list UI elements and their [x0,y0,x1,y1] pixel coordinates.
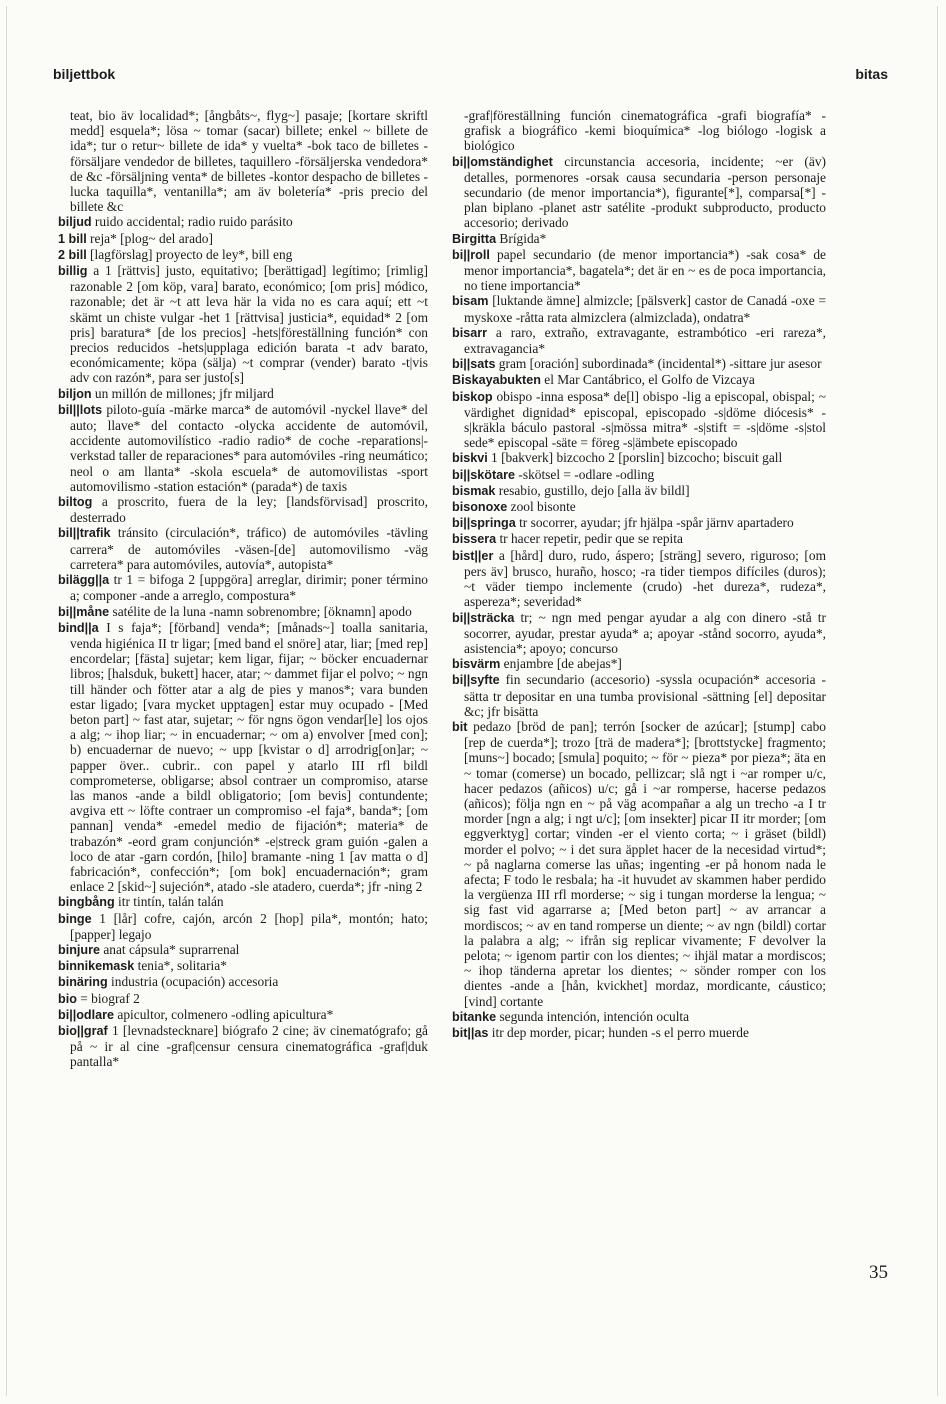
dictionary-entry: bio||graf 1 [levnadstecknare] biógrafo 2 cine; äv cinematógrafo; gå på ~ ir al cine -graf|censur censura cinematográfica -graf|duk pantalla* [58,1022,428,1070]
dictionary-entry: binjure anat cápsula* suprarrenal [58,941,240,957]
dictionary-entry: bil||lots piloto-guía -märke marca* de automóvil -nyckel llave* del auto; llave* del contacto -olycka accidente de automóvil, accidente automovilístico -radio radio* de coche -reparations|-verkstad taller de reparaciones* para automóviles -ring neumático; neol o am llanta* -skola escuela* de automovilistas -sport automovilismo -station estación* (parada*) de taxis [58,401,428,494]
dictionary-entry: bisarr a raro, extraño, extravagante, estrambótico -eri rareza*, extravagancia* [452,324,826,357]
dictionary-entry: biskvi 1 [bakverk] bizcocho 2 [porslin] bizcocho; biscuit gall [452,450,783,466]
dictionary-entry: 2 bill [lagförslag] proyecto de ley*, bill eng [58,246,293,262]
dictionary-entry: bitanke segunda intención, intención oculta [452,1008,690,1024]
dictionary-entry: bi||omständighet circunstancia accesoria, incidente; ~er (äv) detalles, pormenores -orsak causa secundaria -person personaje secundario (de menor importancia*), figurante[*], comparsa[*] -plan biplano -planet astr satélite -produkt subproducto, producto accesorio; derivado [452,153,826,231]
dictionary-entry: bind||a I s faja*; [förband] venda*; [månads~] toalla sanitaria, venda higiénica II tr ligar; [med band el snöre] atar, liar; [med rep] encordelar; [fästa] sujetar; kem ligar, fijar; ~ böcker encuadernar libros; [halsduk, bukett] hacer, atar; ~ dammet fijar el polvo; ~ ngn till händer och fötter atar a alg de pies y manos*; vara bunden estar ligado; [vara mycket upptagen] estar muy ocupado - [Med beton part] ~ fast atar, sujetar; ~ för ngns ögon vendar[le] los ojos a alg; ~ ihop liar; ~ in encuadernar; ~ om a) envolver [med con]; b) encuadernar de nuevo; ~ upp [kvistar o d] arrodrig[on]ar; ~ papper över.. cubrir.. con papel y atarlo III rfl bildl comprometerse, obligarse; absol contraer un compromiso, atarse las manos -ande a bildl obligatorio; [om bevis] contundente; avgiva ett ~ löfte contraer un compromiso -el faja*, banda*; [om pannan] venda* -emedel medio de fijación*; materia* de trabazón* -eord gram conjunción* -e|streck gram guión -galen a loco de atar -garn cordón, [hilo] bramante -ning 1 [av matta o d] fabricación*, confección*; [om bok] encuadernación*; gram enlace 2 [skid~] sujeción*, atado -sle atadero, cuerda*; jfr -ning 2 [58,619,428,895]
dictionary-entry: bio = biograf 2 [58,990,140,1006]
dictionary-entry: bi||syfte fin secundario (accesorio) -syssla ocupación* accesoria -sätta tr depositar en una tumba provisional -sättning [el] depositar &c; jfr bisätta [452,672,826,719]
dictionary-entry: bismak resabio, gustillo, dejo [alla äv bildl] [452,482,690,498]
dictionary-entry: bi||roll papel secundario (de menor importancia*) -sak cosa* de menor importancia*, bagatela*; det är en ~ es de poca importancia, no tiene importancia* [452,246,826,294]
dictionary-entry: billig a 1 [rättvis] justo, equitativo; [berättigad] legítimo; [rimlig] razonable 2 [om köp, vara] barato, económico; [om pris] módico, razonable; det är ~t att leva här la vida no es cara aquí; ett ~t skämt un chiste vulgar -het 1 [rättvisa] justicia*, equidad* 2 [om pris] baratura* [de los precios] -hets|föreställning función* con precios reducidos -hets|upplaga edición barata -t adv barato, económicamente; köpa (sälja) ~t comprar (vender) barato -t|vis adv con razón*, para ser justo[s] [58,263,428,386]
dictionary-entry: bisvärm enjambre [de abejas*] [452,656,622,672]
dictionary-entry: bilägg||a tr 1 = bifoga 2 [uppgöra] arreglar, dirimir; poner término a; componer -ande a arreglo, compostura* [58,572,428,604]
dictionary-entry: bit||as itr dep morder, picar; hunden -s el perro muerde [452,1024,749,1040]
dictionary-entry: Biskayabukten el Mar Cantábrico, el Golfo de Vizcaya [452,372,755,388]
dictionary-entry: binnikemask tenia*, solitaria* [58,958,227,974]
dictionary-entry: bil||trafik tránsito (circulación*, tráfico) de automóviles -tävling carrera* de automóviles -väsen-[de] automovilismo -väg carretera* para automóviles, autovía*, autopista* [58,525,428,572]
dictionary-entry: bisam [luktande ämne] almizcle; [pälsverk] castor de Canadá -oxe = myskoxe -råtta rata almizclera (almizclada), ondatra* [452,293,826,325]
dictionary-entry: binäring industria (ocupación) accesoria [58,974,279,990]
dictionary-column-right [452,108,826,1041]
dictionary-entry: bit pedazo [bröd de pan]; terrón [socker de azúcar]; [stump] cabo [rep de cuerda*]; trozo [trä de madera*]; [brottstycke] fragmento; [muns~] bocado; [smula] poquito; ~ för ~ pieza* por pieza*; äta en ~ tomar (comerse) un bocado, pellizcar; slå ngt i ~ar romper u/c, hacer pedazos (añicos) u/c; gå i ~ar romperse, hacerse pedazos (añicos); följa ngn en ~ på väg acompañar a alg un trecho -a I tr morder [ngn a alg; i ngt u/c]; [om insekter] picar II itr morder; [om eggverktyg] cortar; vinden -er el viento corta; ~ i gräset (bildl) morder el polvo; ~ i det sura äpplet hacer de la necesidad virtud*; ~ på naglarna comerse las uñas; ingenting -er på honom nada le afecta; F todo le resbala; ha -it huvudet av skammen haber perdido la vergüenza III rfl morderse; ~ sig i tungan morderse la lengua; ~ sig fast vid agarrarse a; [Med beton part] ~ av arrancar a mordiscos; ~ av en tand romperse un diente; ~ av ngn (bildl) cortar la palabra a alg; ~ ifrån sig replicar vivamente; F devolver la pelota; ~ igenom partir con los dientes; ~ ihjäl matar a mordiscos; ~ ihop tänderna apretar los dientes; ~ sönder romper con los dientes -ande a [hån, kvickhet] mordaz, mordicante, cáustico; [vind] cortante [452,718,826,1009]
dictionary-entry: biljud ruido accidental; radio ruido parásito [58,214,293,230]
dictionary-entry: bi||odlare apicultor, colmenero -odling apicultura* [58,1006,334,1022]
dictionary-entry: bi||sats gram [oración] subordinada* (incidental*) -sittare jur asesor [452,356,822,372]
dictionary-entry: binge 1 [lår] cofre, cajón, arcón 2 [hop] pila*, montón; hato; [papper] legajo [58,910,428,942]
dictionary-column-left [58,108,428,1070]
dictionary-entry: teat, bio äv localidad*; [ångbåts~, flyg~] pasaje; [kortare skriftl medd] esquela*; lösa ~ tomar (sacar) billete; enkel ~ billete de ida*; tur o retur~ billete de ida* y vuelta* -bok taco de billetes -försäljare vendedor de billetes, taquillero -försäljerska vendedora* de &c -försäljning venta* de billetes -kontor despacho de billetes -lucka taquilla*, ventanilla*; am äv boletería* -pris precio del billete &c [70,108,428,215]
dictionary-entry: bissera tr hacer repetir, pedir que se repita [452,531,683,547]
dictionary-entry: biljon un millón de millones; jfr miljard [58,385,274,401]
dictionary-entry: bi||måne satélite de la luna -namn sobrenombre; [öknamn] apodo [58,603,412,619]
dictionary-entry: 1 bill reja* [plog~ del arado] [58,230,213,246]
dictionary-entry: bi||sträcka tr; ~ ngn med pengar ayudar a alg con dinero -stå tr socorrer, ayudar, prestar ayuda* a; apoyar -stånd socorro, ayuda*, asistencia*; apoyo; concurso [452,609,826,656]
dictionary-entry: biltog a proscrito, fuera de la ley; [landsförvisad] proscrito, desterrado [58,494,428,526]
dictionary-entry: bingbång itr tintín, talán talán [58,894,224,910]
page-number: 35 [869,1262,888,1283]
running-head-left: biljettbok [53,66,116,82]
dictionary-entry: bi||skötare -skötsel = -odlare -odling [452,466,655,482]
dictionary-entry: -graf|föreställning función cinematográfica -grafi biografía* -grafisk a biográfico -kemi bioquímica* -log biólogo -logisk a biológico [464,108,826,154]
dictionary-entry: bist||er a [hård] duro, rudo, áspero; [sträng] severo, riguroso; [om pers äv] brusco, huraño, hosco; -ra tider tiempos difíciles (duros); ~t väder tiempo inclemente (crudo) -het dureza*, rudeza*, aspereza*; severidad* [452,547,826,610]
dictionary-entry: bi||springa tr socorrer, ayudar; jfr hjälpa -spår järnv apartadero [452,515,794,531]
running-head-right: bitas [855,66,888,82]
dictionary-entry: Birgitta Brígida* [452,230,547,246]
dictionary-entry: bisonoxe zool bisonte [452,499,576,515]
dictionary-entry: biskop obispo -inna esposa* de[l] obispo -lig a episcopal, obispal; ~ värdighet dignidad* episcopal, episcopado -s|döme diócesis* -s|kräkla báculo pastoral -s|mössa mitra* -s|stift = -s|döme -s|stol sede* episcopal -säte = föreg -s|ämbete episcopado [452,388,826,451]
